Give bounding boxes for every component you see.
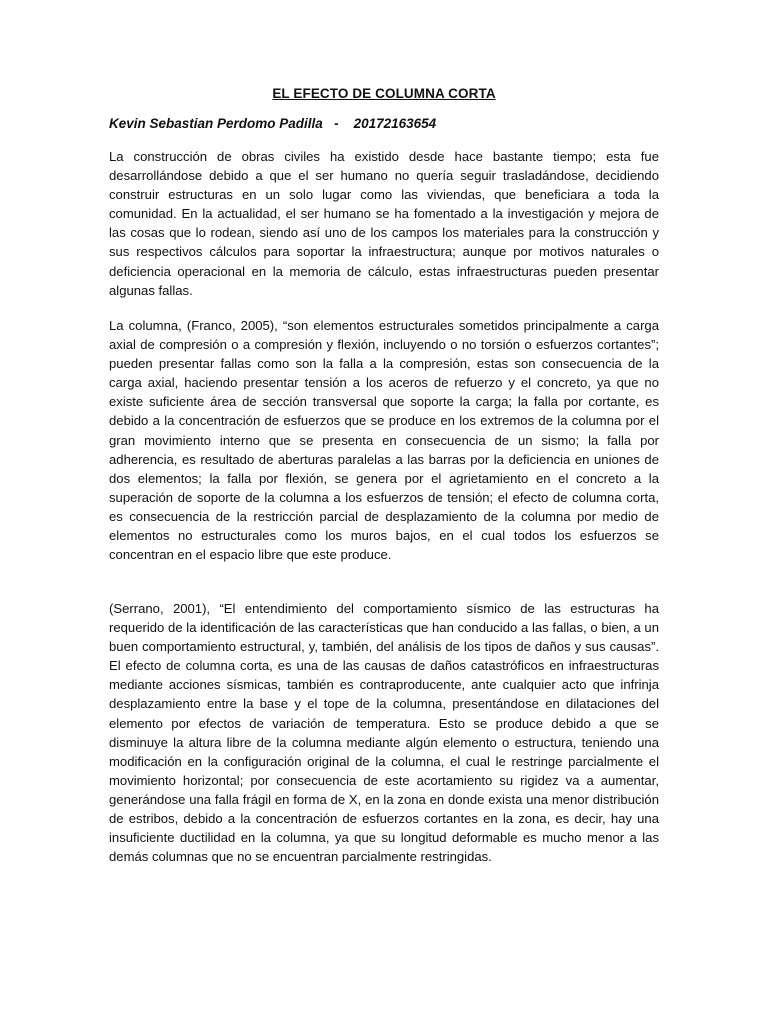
author-line: Kevin Sebastian Perdomo Padilla - 20172163654	[109, 116, 437, 131]
paragraph-introduction: La construcción de obras civiles ha existido desde hace bastante tiempo; esta fue desarrollándose debido a que el ser humano no quería seguir trasladándose, decidiendo construir estructuras en un solo lugar como las viviendas, que beneficiara a toda la comunidad. En la actualidad, el ser humano se ha fomentado a la investigación y mejora de las cosas que lo rodean, siendo así uno de los campos los materiales para la construcción y sus respectivos cálculos para soportar la infraestructura; aunque por motivos naturales o deficiencia operacional en la memoria de cálculo, estas infraestructuras pueden presentar algunas fallas.	[109, 149, 659, 298]
document-title: EL EFECTO DE COLUMNA CORTA	[272, 86, 496, 101]
paragraph-column-failures: La columna, (Franco, 2005), “son elementos estructurales sometidos principalmente a carga axial de compresión o a compresión y flexión, incluyendo o no torsión o esfuerzos cortantes”; pueden presentar fallas como son la falla a la compresión, estas son consecuencia de la carga axial, haciendo presentar tensión a los aceros de refuerzo y el concreto, ya que no existe suficiente área de sección transversal que soporte la carga; la falla por cortante, es debido a la concentración de esfuerzos que se produce en los extremos de la columna por el gran movimiento interno que se presenta en consecuencia de un sismo; la falla por adherencia, es resultado de aberturas paralelas a las barras por la deficiencia en uniones de dos elementos; la falla por flexión, se genera por el agrietamiento en el concreto a la superación de soporte de la columna a los esfuerzos de tensión; el efecto de columna corta, es consecuencia de la restricción parcial de desplazamiento de la columna por medio de elementos no estructurales como los muros bajos, en el cual todos los esfuerzos se concentran en el espacio libre que este produce.	[109, 318, 659, 563]
paragraph-short-column-effect: (Serrano, 2001), “El entendimiento del comportamiento sísmico de las estructuras ha requerido de la identificación de las características que han conducido a las fallas, o bien, a un buen comportamiento estructural, y, también, del análisis de los tipos de daños y sus causas”. El efecto de columna corta, es una de las causas de daños catastróficos en infraestructuras mediante acciones sísmicas, también es contraproducente, ante cualquier acto que infrinja desplazamiento entre la base y el tope de la columna, presentándose en dilataciones del elemento por efectos de variación de temperatura. Esto se produce debido a que se disminuye la altura libre de la columna mediante algún elemento o estructura, teniendo una modificación en la configuración original de la columna, el cual le restringe parcialmente el movimiento horizontal; por consecuencia de este acortamiento su rigidez va a aumentar, generándose una falla frágil en forma de X, en la zona en donde exista una menor distribución de estribos, debido a la concentración de esfuerzos cortantes en la zona, es decir, hay una insuficiente ductilidad en la columna, ya que su longitud deformable es mucho menor a las demás columnas que no se encuentran parcialmente restringidas.	[109, 601, 659, 865]
